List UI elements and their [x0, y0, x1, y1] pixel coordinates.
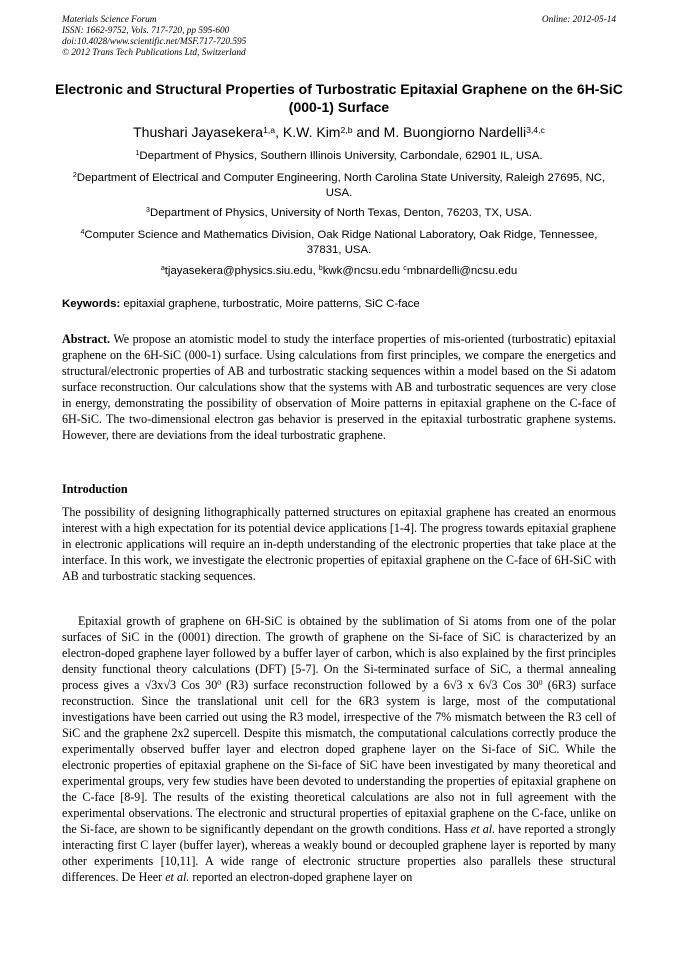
affiliation-text: Department of Physics, University of North Texas, Denton, 76203, TX, USA. [149, 207, 532, 219]
affiliation-2 [62, 171, 616, 201]
intro-paragraph-1: The possibility of designing lithographically patterned structures on epitaxial graphene has created an enormous interest with a high expectation for its potential device applications [1-4]. The progress towards epitaxial graphene in electronic applications will require an in-depth understanding of the electronic properties that take place at the interface. In this work, we investigate the electronic properties of epitaxial graphene on the C-face of 6H-SiC with AB and turbostratic stacking sequences. [62, 505, 616, 583]
et-al-italic: et al. [165, 870, 190, 884]
affiliation-text: Computer Science and Mathematics Division, Oak Ridge National Laboratory, Oak Ridge, Tennessee, 37831, USA. [84, 229, 598, 256]
paragraph-text: (6R3) surface reconstruction. Since the translational unit cell for the 6R3 system is large, most of the computational investigations have been carried out using the R3 model, irrespective of the 7% mismatch between the R3 cell of SiC and the graphene 2x2 supercell. Despite this mismatch, the computational calculations correctly produce the experimentally observed buffer layer and electron doped graphene layer on the Si-face of SiC. While the electronic properties of epitaxial graphene on the Si-face of SiC have been investigated by many theoretical and experimental groups, very few studies have been devoted to understanding the properties of epitaxial graphene on the C-face [8-9]. The results of the existing theoretical calculations are also not in full agreement with the experimental observations. The electronic and structural properties of epitaxial graphene on the C-face, unlike on the Si-face, are shown to be significantly dependant on the growth conditions. Hass [62, 678, 616, 836]
copyright-line: © 2012 Trans Tech Publications Ltd, Switzerland [62, 48, 246, 58]
author-emails [62, 264, 616, 279]
affiliation-3 [62, 206, 616, 221]
email-mark: b [318, 265, 323, 273]
abstract [62, 331, 616, 443]
degree-superscript: 0 [538, 678, 543, 688]
paragraph-text: reported an electron-doped graphene layer on [189, 870, 413, 884]
affiliation-number: 4 [80, 229, 85, 237]
paragraph-text: have reported a strongly interacting first C layer (buffer layer), whereas a weakly bound or decoupled graphene layer is reported by many other experiments [10,11]. A wide range of electronic structure properties also parallels these structural differences. De Heer [62, 822, 616, 884]
author-affiliation-mark: 3,4,c [526, 124, 545, 135]
affiliation-number: 3 [146, 207, 150, 215]
paper-title: Electronic and Structural Properties of Turbostratic Epitaxial Graphene on the 6H-SiC (000-1) Surface [55, 81, 623, 115]
journal-name: Materials Science Forum [62, 15, 157, 25]
intro-paragraph-2 [62, 613, 616, 885]
section-heading-introduction: Introduction [62, 482, 128, 496]
abstract-label: Abstract. [62, 332, 111, 346]
affiliation-number: 1 [135, 150, 140, 158]
email-mark: c [403, 265, 407, 273]
affiliation-4 [62, 228, 616, 258]
journal-header [62, 15, 616, 59]
email-mark: a [160, 265, 165, 273]
author-affiliation-mark: 2,b [340, 124, 353, 135]
author-name: K.W. Kim [282, 124, 341, 140]
keywords-text: epitaxial graphene, turbostratic, Moire patterns, SiC C-face [120, 298, 420, 310]
author-affiliation-mark: 1,a [263, 124, 276, 135]
affiliation-text: Department of Electrical and Computer Engineering, North Carolina State University, Raleigh 27695, NC, USA. [76, 172, 606, 199]
email-c[interactable]: mbnardelli@ncsu.edu [406, 265, 518, 277]
keywords-label: Keywords: [62, 298, 121, 310]
keywords [62, 297, 616, 312]
author-separator: and [352, 124, 384, 140]
email-a[interactable]: tjayasekera@physics.siu.edu, [164, 265, 319, 277]
et-al-italic: et al. [470, 822, 496, 836]
issn-line: ISSN: 1662-9752, Vols. 717-720, pp 595-600 [62, 26, 230, 36]
author-list [40, 124, 638, 141]
affiliation-number: 2 [72, 172, 77, 180]
affiliation-1 [62, 149, 616, 164]
paragraph-text: (R3) surface reconstruction followed by a 6√3 x 6√3 Cos 30 [221, 678, 539, 692]
author-name: Thushari Jayasekera [133, 124, 264, 140]
email-b[interactable]: kwk@ncsu.edu [322, 265, 404, 277]
online-date: Online: 2012-05-14 [541, 15, 616, 25]
author-name: M. Buongiorno Nardelli [383, 124, 527, 140]
abstract-text: We propose an atomistic model to study the interface properties of mis-oriented (turbostratic) epitaxial graphene on the 6H-SiC (000-1) surface. Using calculations from first principles, we compare the energetics and structural/electronic properties of AB and turbostratic stacking sequences within a model based on the Si adatom surface reconstruction. Our calculations show that the systems with AB and turbostratic sequences are very close in energy, demonstrating the possibility of observation of Moire patterns in epitaxial graphene on the C-face of 6H-SiC. The two-dimensional electron gas behavior is preserved in the epitaxial turbostratic graphene systems. However, there are deviations from the ideal turbostratic graphene. [62, 332, 616, 442]
doi-line[interactable]: doi:10.4028/www.scientific.net/MSF.717-720.595 [62, 37, 247, 47]
author-separator: , [275, 124, 283, 140]
paragraph-text: Epitaxial growth of graphene on 6H-SiC is obtained by the sublimation of Si atoms from one of the polar surfaces of SiC in the (0001) direction. The growth of graphene on the Si-face of SiC is characterized by an electron-doped graphene layer followed by a buffer layer of carbon, which is also explained by the first principles density functional theory calculations (DFT) [5-7]. On the Si-terminated surface of SiC, a thermal annealing process gives a √3x√3 Cos 30 [62, 614, 616, 692]
affiliation-text: Department of Physics, Southern Illinois University, Carbondale, 62901 IL, USA. [139, 150, 543, 162]
degree-superscript: 0 [217, 678, 221, 688]
